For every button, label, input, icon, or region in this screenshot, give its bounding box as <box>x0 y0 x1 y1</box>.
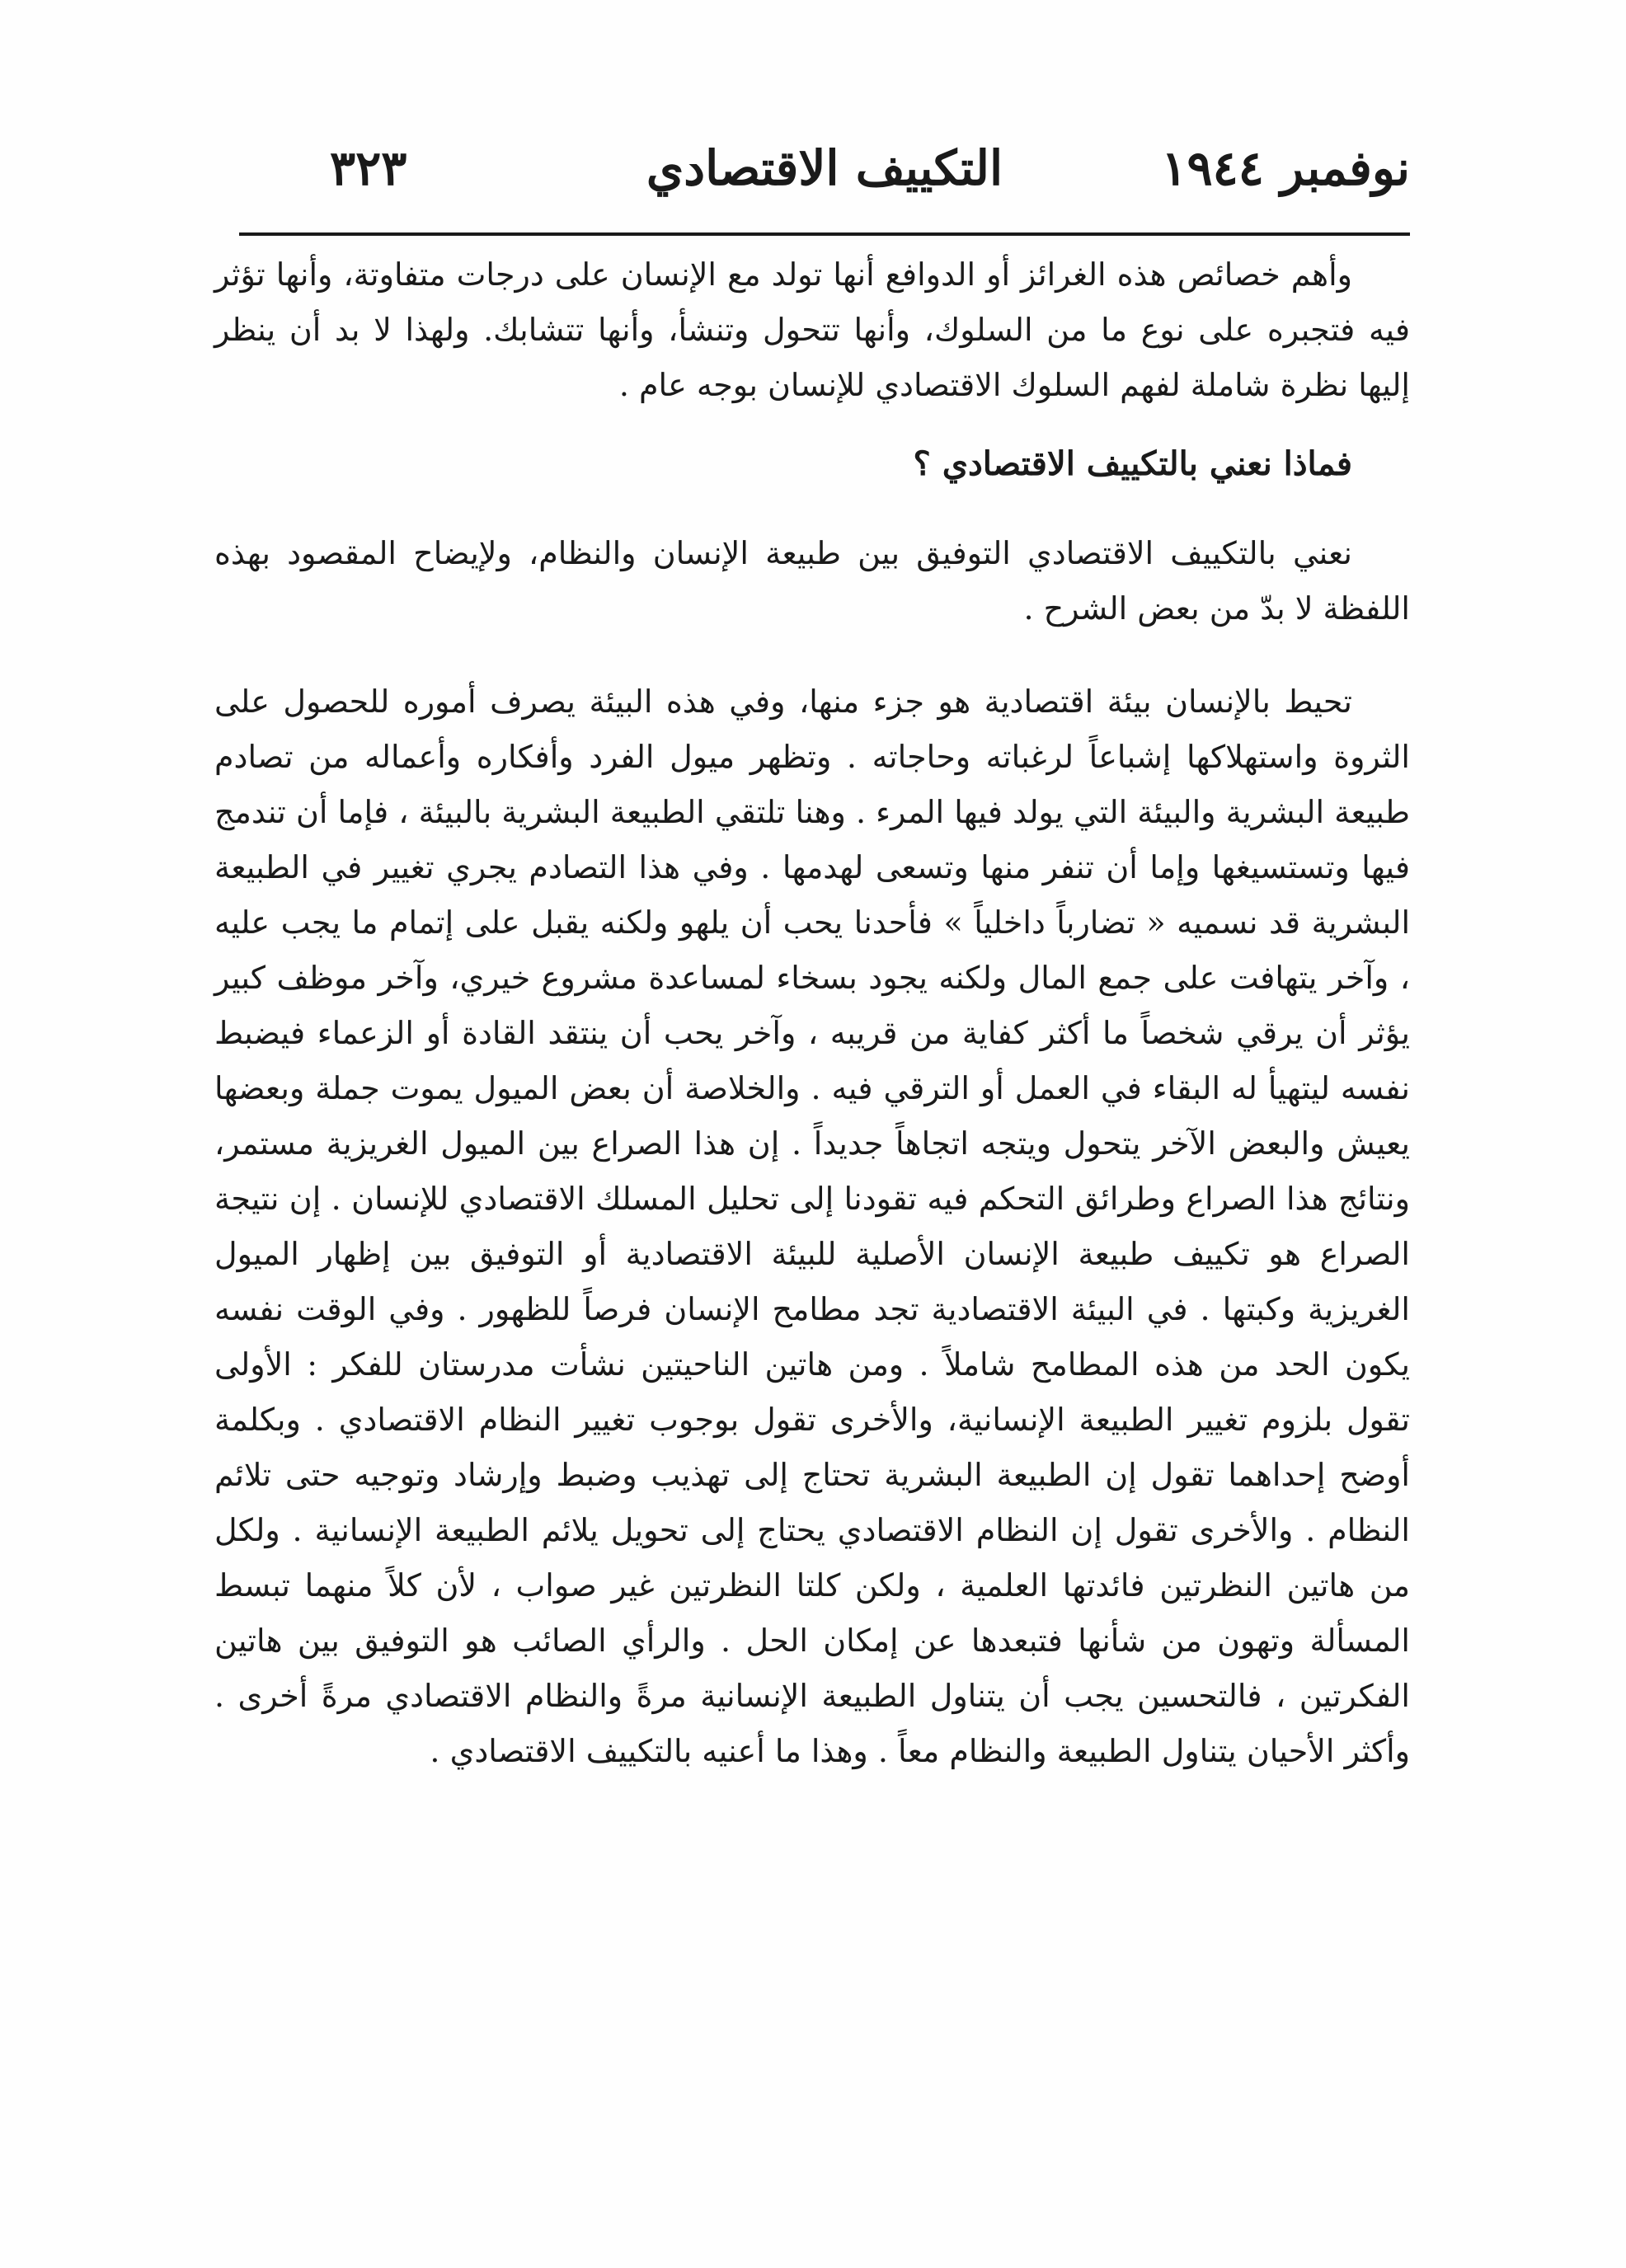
running-title: التكييف الاقتصادي <box>646 140 1003 196</box>
header-rule <box>239 232 1410 236</box>
header-date: نوفمبر ١٩٤٤ <box>1161 140 1410 196</box>
section-question: فماذا نعني بالتكييف الاقتصادي ؟ <box>913 444 1352 483</box>
paragraph-instincts: وأهم خصائص هذه الغرائز أو الدوافع أنها تولد مع الإنسان على درجات متفاوتة، وأنها تؤثر فيه فتجبره على نوع ما من السلوك، وأنها تتحول وتنشأ، وأنها تتشابك. ولهذا لا بد أن ينظر إليها نظرة شاملة لفهم السلوك الاقتصادي للإنسان بوجه عام . <box>214 256 1410 403</box>
page-number: ٣٢٣ <box>330 140 407 196</box>
paragraph-definition: نعني بالتكييف الاقتصادي التوفيق بين طبيعة الإنسان والنظام، ولإيضاح المقصود بهذه اللفظة لا بدّ من بعض الشرح . <box>214 535 1410 627</box>
paragraph-environment: تحيط بالإنسان بيئة اقتصادية هو جزء منها، وفي هذه البيئة يصرف أموره للحصول على الثروة واستهلاكها إشباعاً لرغباته وحاجاته . وتظهر ميول الفرد وأفكاره وأعماله من تصادم طبيعة البشرية والبيئة التي يولد فيها المرء . وهنا تلتقي الطبيعة البشرية بالبيئة ، فإما أن تندمج فيها وتستسيغها وإما أن تنفر منها وتسعى لهدمها . وفي هذا التصادم يجري تغيير في الطبيعة البشرية قد نسميه « تضارباً داخلياً » فأحدنا يحب أن يلهو ولكنه يقبل على إتمام ما يجب عليه ، وآخر يتهافت على جمع المال ولكنه يجود بسخاء لمساعدة مشروع خيري، وآخر موظف كبير يؤثر أن يرقي شخصاً ما أكثر كفاية من قريبه ، وآخر يحب أن ينتقد القادة أو الزعماء فيضبط نفسه ليتهيأ له البقاء في العمل أو الترقي فيه . والخلاصة أن بعض الميول يموت جملة وبعضها يعيش والبعض الآخر يتحول ويتجه اتجاهاً جديداً . إن هذا الصراع بين الميول الغريزية مستمر، ونتائج هذا الصراع وطرائق التحكم فيه تقودنا إلى تحليل المسلك الاقتصادي للإنسان . إن نتيجة الصراع هو تكييف طبيعة الإنسان الأصلية للبيئة الاقتصادية أو التوفيق بين إظهار الميول الغريزية وكبتها . في البيئة الاقتصادية تجد مطامح الإنسان فرصاً للظهور . وفي الوقت نفسه يكون الحد من هذه المطامح شاملاً . ومن هاتين الناحيتين نشأت مدرستان للفكر : الأولى تقول بلزوم تغيير الطبيعة الإنسانية، والأخرى تقول بوجوب تغيير النظام الاقتصادي . وبكلمة أوضح إحداهما تقول إن الطبيعة البشرية تحتاج إلى تهذيب وضبط وإرشاد وتوجيه حتى تلائم النظام . والأخرى تقول إن النظام الاقتصادي يحتاج إلى تحويل يلائم الطبيعة الإنسانية . ولكل من هاتين النظرتين فائدتها العلمية ، ولكن كلتا النظرتين غير صواب ، لأن كلاً منهما تبسط المسألة وتهون من شأنها فتبعدها عن إمكان الحل . والرأي الصائب هو التوفيق بين هاتين الفكرتين ، فالتحسين يجب أن يتناول الطبيعة الإنسانية مرةً والنظام الاقتصادي مرةً أخرى . وأكثر الأحيان يتناول الطبيعة والنظام معاً . وهذا ما أعنيه بالتكييف الاقتصادي . <box>214 683 1410 1769</box>
article-body <box>214 247 1410 1779</box>
page-header <box>239 140 1410 214</box>
